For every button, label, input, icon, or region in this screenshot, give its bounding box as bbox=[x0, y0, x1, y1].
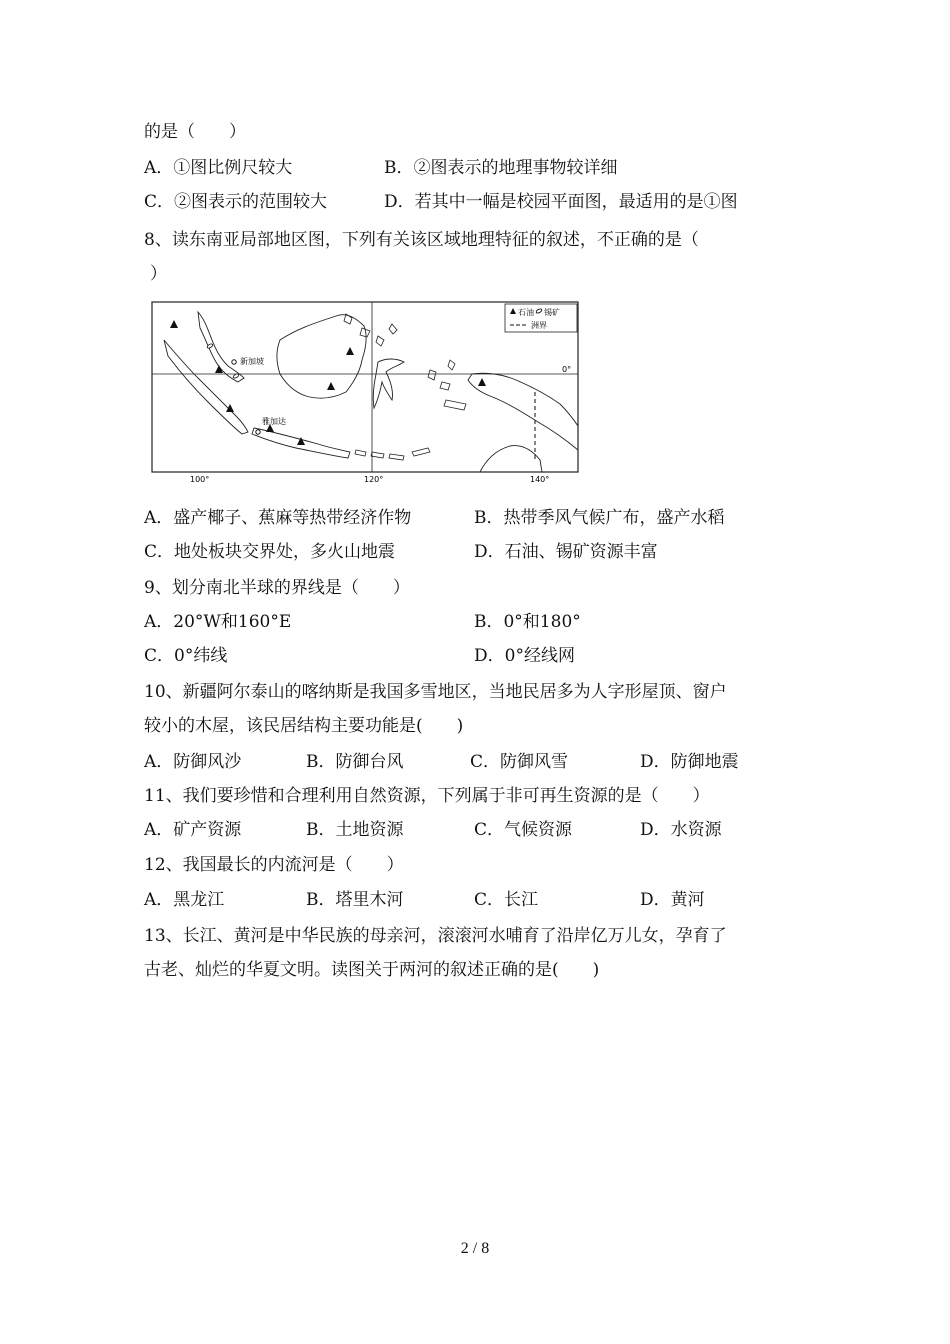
q10-option-a: A．防御风沙 bbox=[144, 752, 242, 772]
q7-option-d: D．若其中一幅是校园平面图，最适用的是①图 bbox=[384, 192, 738, 212]
q12-option-d: D．黄河 bbox=[640, 890, 705, 910]
q11-stem: 11、我们要珍惜和合理利用自然资源，下列属于非可再生资源的是（ ） bbox=[144, 786, 710, 806]
q7-option-a: A．①图比例尺较大 bbox=[144, 158, 293, 178]
q7-option-c: C．②图表示的范围较大 bbox=[144, 192, 328, 212]
q9-option-d: D．0°经线网 bbox=[474, 646, 575, 666]
q10-option-b: B．防御台风 bbox=[306, 752, 404, 772]
q8-option-b: B．热带季风气候广布，盛产水稻 bbox=[474, 508, 725, 528]
q9-option-c: C．0°纬线 bbox=[144, 646, 228, 666]
q11-option-a: A．矿产资源 bbox=[144, 820, 242, 840]
q8-stem: 8、读东南亚局部地区图，下列有关该区域地理特征的叙述，不正确的是（ bbox=[144, 230, 699, 250]
q7-stem-tail: 的是（ ） bbox=[144, 122, 246, 142]
q10-stem-line1: 10、新疆阿尔泰山的喀纳斯是我国多雪地区，当地民居多为人字形屋顶、窗户 bbox=[144, 682, 727, 702]
q10-option-c: C．防御风雪 bbox=[470, 752, 569, 772]
lat-0-label: 0° bbox=[562, 365, 572, 374]
q10-stem-line2: 较小的木屋，该民居结构主要功能是( ) bbox=[144, 716, 464, 736]
q11-option-c: C．气候资源 bbox=[474, 820, 573, 840]
q7-option-b: B．②图表示的地理事物较详细 bbox=[384, 158, 618, 178]
q8-option-a: A．盛产椰子、蕉麻等热带经济作物 bbox=[144, 508, 412, 528]
lon-120-label: 120° bbox=[364, 475, 384, 484]
legend-oil-label: 石油 bbox=[518, 308, 534, 317]
q12-option-b: B．塔里木河 bbox=[306, 890, 404, 910]
q9-option-a: A．20°W和160°E bbox=[144, 612, 292, 632]
q12-stem: 12、我国最长的内流河是（ ） bbox=[144, 855, 404, 875]
label-singapore: 新加坡 bbox=[240, 357, 264, 366]
lon-100-label: 100° bbox=[190, 475, 210, 484]
q9-option-b: B．0°和180° bbox=[474, 612, 581, 632]
q9-stem: 9、划分南北半球的界线是（ ） bbox=[144, 578, 410, 598]
q12-option-a: A．黑龙江 bbox=[144, 890, 225, 910]
legend-tin-label: 锡矿 bbox=[544, 308, 560, 317]
q12-option-c: C．长江 bbox=[474, 890, 539, 910]
q11-option-b: B．土地资源 bbox=[306, 820, 404, 840]
q8-stem-cont: ） bbox=[150, 264, 167, 284]
q10-option-d: D．防御地震 bbox=[640, 752, 739, 772]
q13-stem-line1: 13、长江、黄河是中华民族的母亲河，滚滚河水哺育了沿岸亿万儿女，孕育了 bbox=[144, 926, 727, 946]
legend-boundary-label: 洲界 bbox=[531, 321, 547, 330]
southeast-asia-map bbox=[150, 300, 580, 485]
q13-stem-line2: 古老、灿烂的华夏文明。读图关于两河的叙述正确的是( ) bbox=[144, 960, 600, 980]
label-jakarta: 雅加达 bbox=[262, 417, 286, 426]
lon-140-label: 140° bbox=[530, 475, 550, 484]
page-number: 2 / 8 bbox=[460, 1240, 490, 1257]
q11-option-d: D．水资源 bbox=[640, 820, 722, 840]
q8-option-d: D．石油、锡矿资源丰富 bbox=[474, 542, 658, 562]
q8-option-c: C．地处板块交界处，多火山地震 bbox=[144, 542, 396, 562]
